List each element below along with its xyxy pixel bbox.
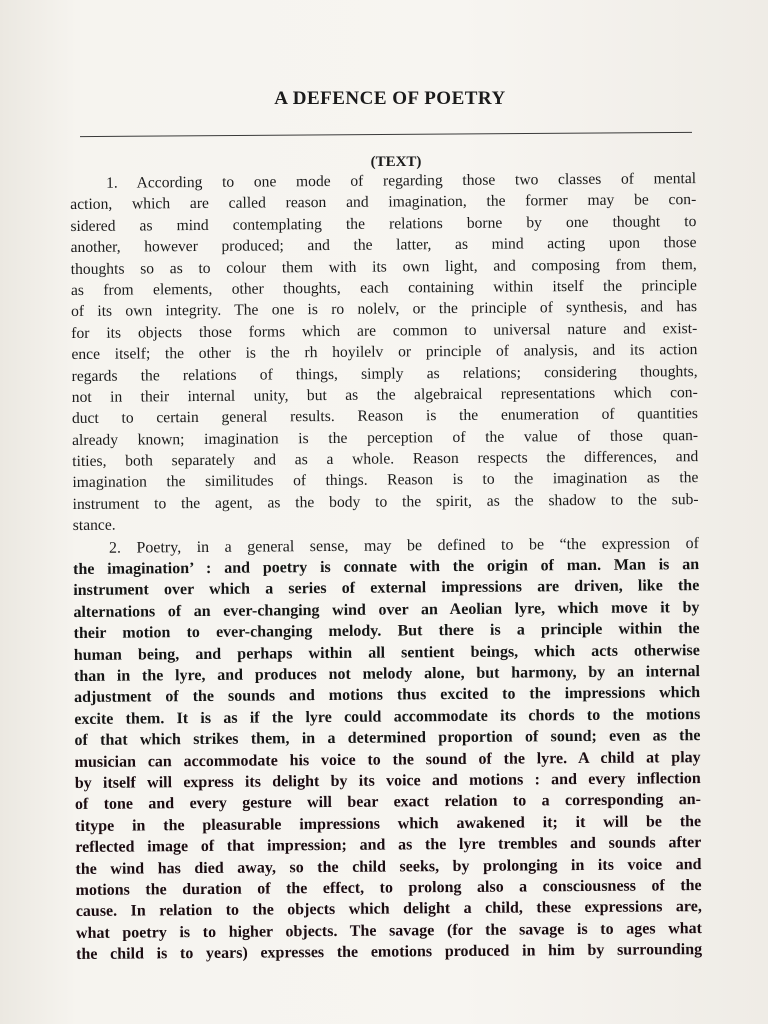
highlighted-text-line: reflected image of that impression; and as the lyre trembles and sounds after [75, 834, 702, 857]
text-line: their motion to ever-changing melody. But there is a principle within the [73, 620, 700, 643]
text-line: human being, and perhaps within all sentient beings, which acts otherwise [73, 641, 700, 664]
text-line: for its objects those forms which are common to universal nature and exist- [71, 319, 698, 342]
text-line: action, which are called reason and imagination, the former may be con- [70, 191, 697, 214]
title-divider [80, 132, 692, 137]
text-line: of its own integrity. The one is ro nolelv, or the principle of synthesis, and has [71, 298, 698, 321]
text-line: 2. Poetry, in a general sense, may be defined to be “the expression of [108, 534, 699, 557]
paragraph-1 [70, 168, 699, 537]
highlighted-text-line: by itself will express its delight by its voice and motions : and every inflection [74, 770, 701, 792]
highlighted-text-line: of tone and every gesture will bear exact relation to a corresponding an- [74, 791, 702, 814]
text-line: another, however produced; and the latter, as mind acting upon those [70, 234, 697, 257]
text-line: not in their internal unity, but as the algebraical representations which con- [71, 383, 698, 406]
highlighted-text-line: cause. In relation to the objects which delight a child, these expressions are, [75, 898, 702, 921]
highlighted-text-line: the wind has died away, so the child seeks, by prolonging in its voice and [75, 855, 702, 878]
text-line: instrument to the agent, as the body to the spirit, as the shadow to the sub- [72, 490, 699, 513]
text-line: imagination the similitudes of things. Reason is to the imagination as the [72, 469, 699, 492]
text-line: alternations of an ever-changing wind over an Aeolian lyre, which move it by [73, 598, 700, 621]
highlighted-text-line: motions the duration of the effect, to prolong also a consciousness of the [75, 876, 702, 899]
text-line: excite them. It is as if the lyre could accommodate its chords to the motions [74, 705, 701, 728]
highlighted-text-line: what poetry is to higher objects. The savage (for the savage is to ages what [75, 919, 703, 942]
text-line: duct to certain general results. Reason is the enumeration of quantities [71, 405, 698, 428]
text-line: ence itself; the other is the rh hoyilelv or principle of analysis, and its action [71, 341, 698, 364]
text-line: thoughts so as to colour them with its own light, and composing from them, [70, 255, 697, 278]
text-line: sidered as mind contemplating the relations borne by one thought to [70, 212, 697, 235]
text-line: as from elements, other thoughts, each containing within itself the principle [70, 277, 697, 299]
text-line: regards the relations of things, simply as relations; considering thoughts, [71, 362, 698, 385]
text-line: instrument over which a series of external impressions are driven, like the [73, 577, 700, 600]
page-title: A DEFENCE OF POETRY [274, 88, 506, 109]
highlighted-text-line: titype in the pleasurable impressions which awakened it; it will be the [75, 812, 702, 835]
section-subtitle: (TEXT) [370, 154, 422, 170]
text-line: than in the lyre, and produces not melody alone, but harmony, by an internal [73, 663, 701, 685]
highlighted-text-line: musician can accommodate his voice to the sound of the lyre. A child at play [74, 748, 701, 771]
text-line: adjustment of the sounds and motions thus excited to the impressions which [74, 684, 701, 707]
text-line: already known; imagination is the perception of the value of those quan- [72, 426, 699, 449]
text-line: the imagination’ : and poetry is connate with the origin of man. Man is an [73, 556, 700, 579]
text-line: 1. According to one mode of regarding those two classes of mental [106, 170, 697, 192]
text-line: tities, both separately and as a whole. Reason respects the differences, and [72, 448, 699, 471]
text-body [70, 168, 702, 965]
text-line: of that which strikes them, in a determined proportion of sound; even as the [74, 727, 701, 750]
highlighted-text-line: the child is to years) expresses the emotions produced in him by surrounding [76, 941, 703, 964]
text-line: stance. [72, 516, 116, 535]
paragraph-2 [73, 533, 702, 966]
